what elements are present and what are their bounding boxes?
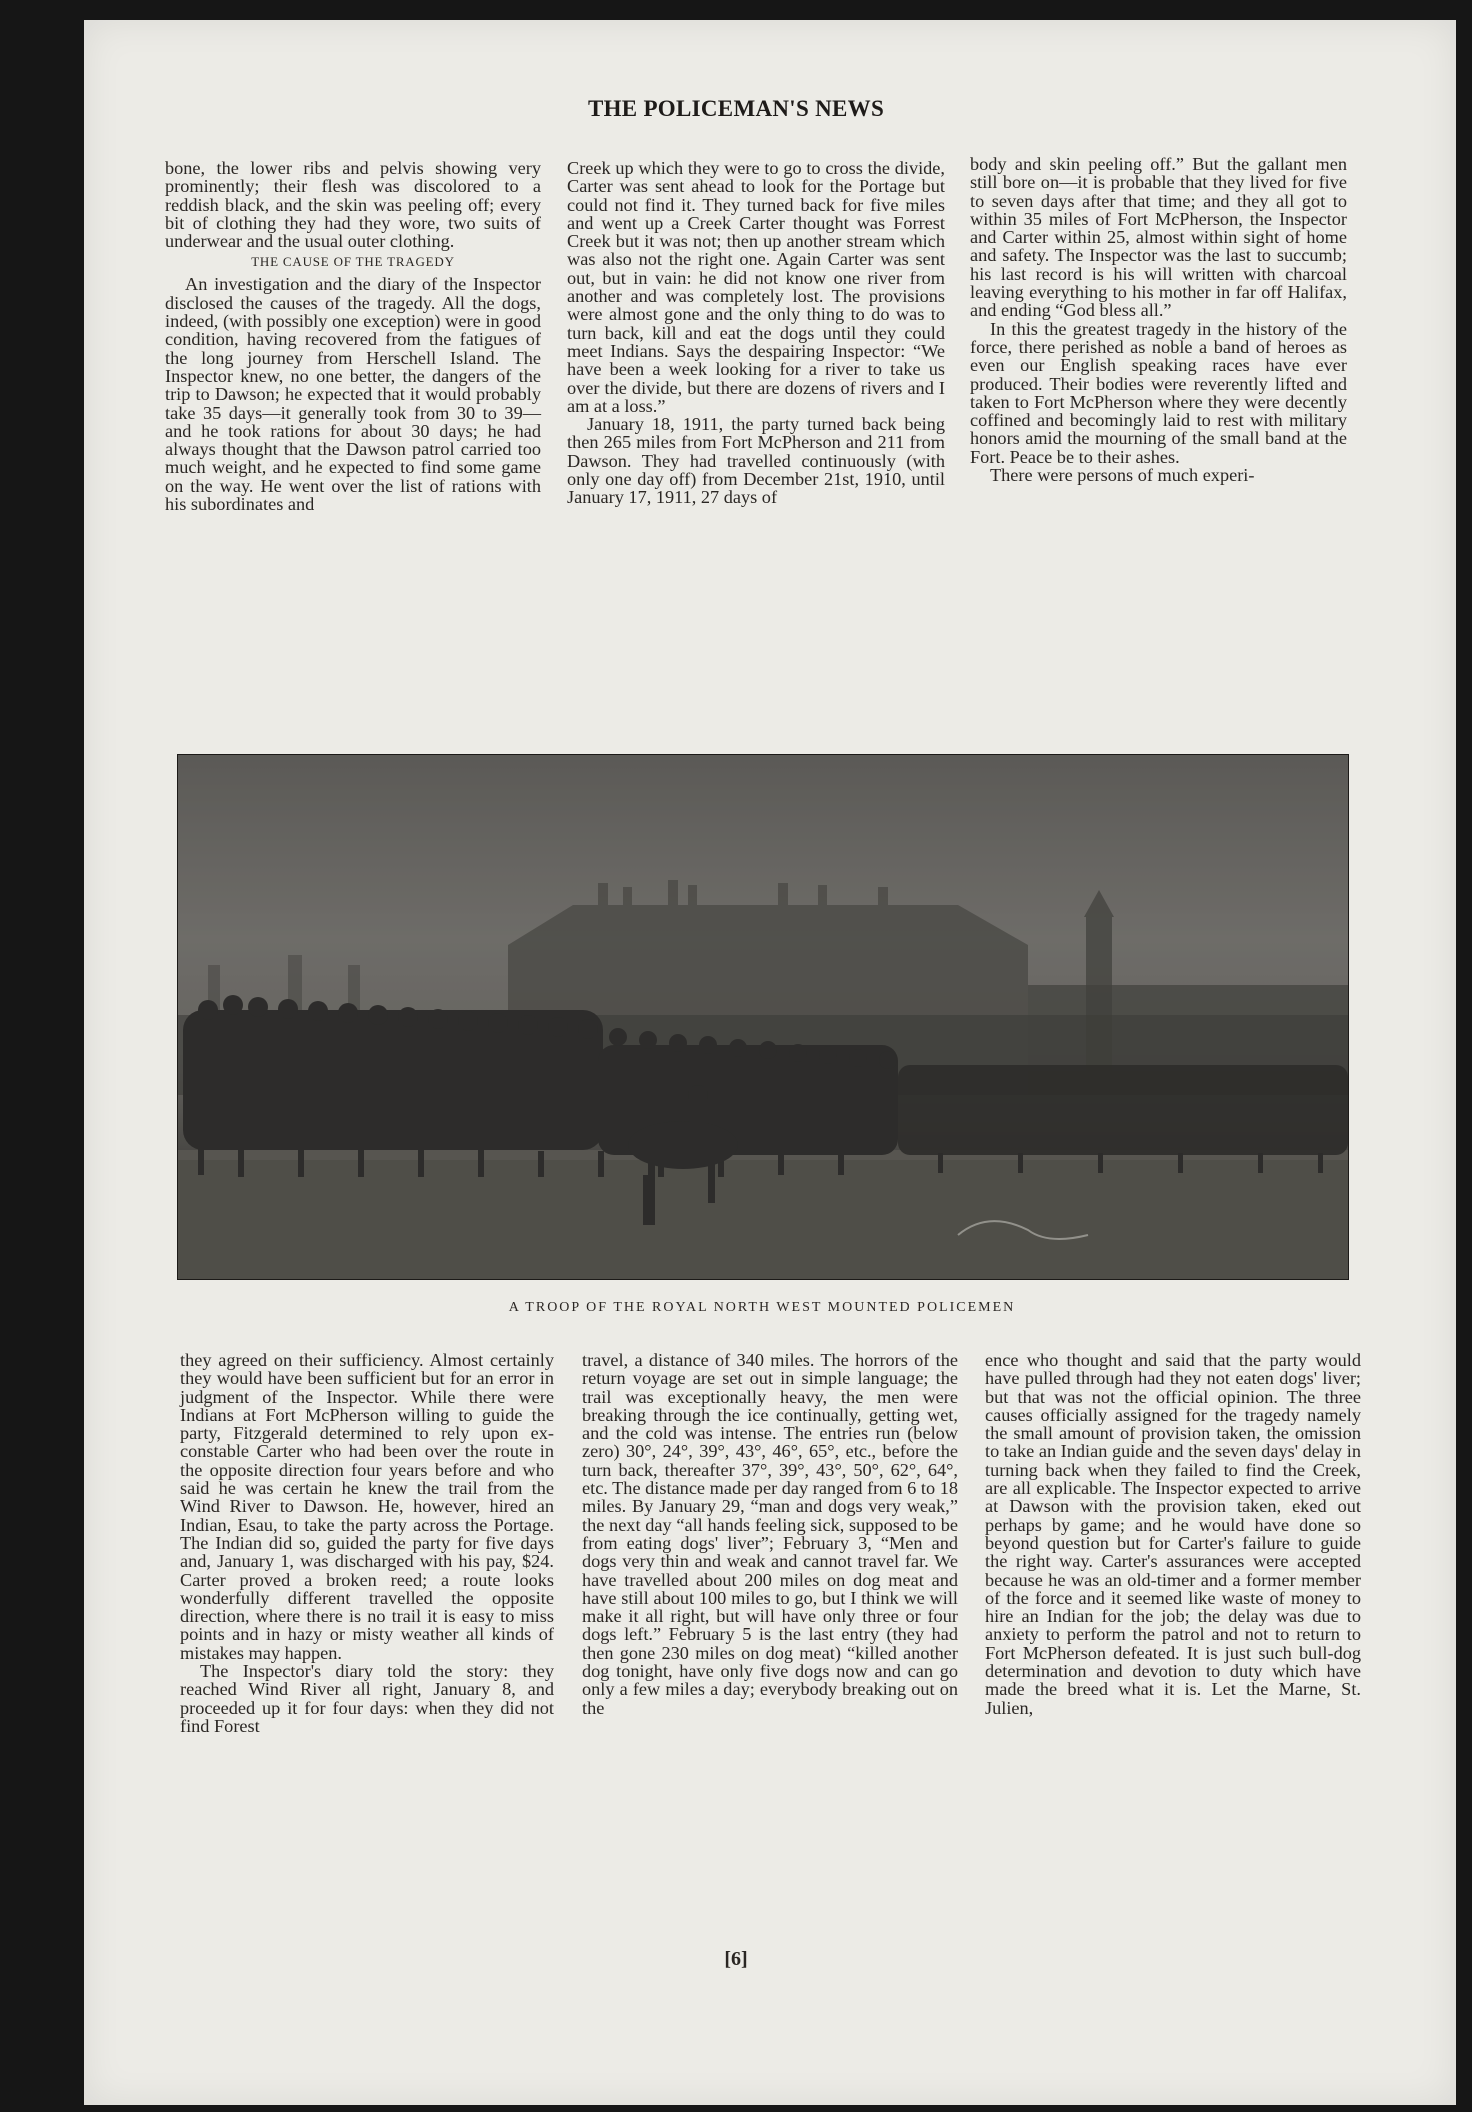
section-subheading: THE CAUSE OF THE TRAGEDY (251, 254, 455, 270)
paragraph: body and skin peeling off.” But the gallant men still bore on—it is probable that they lived for five to seven days after that time; and they all got to within 35 miles of Fort McPherson, the Inspector and Carter within 25, almost within sight of home and safety. The Inspector was the last to succumb; his last record is his will written with charcoal leaving everything to his mother in far off Halifax, and ending “God bless all.” (970, 154, 1347, 321)
paragraph: bone, the lower ribs and pelvis showing very prominently; their flesh was discolored to a reddish black, and the skin was peeling off; every bit of clothing they had they wore, two suits of underwear and the usual outer clothing. (165, 158, 541, 252)
article-column-3 (970, 155, 1347, 484)
troop-photograph (177, 754, 1349, 1280)
photo-caption: A TROOP OF THE ROYAL NORTH WEST MOUNTED POLICEMEN (508, 1300, 1016, 1315)
paragraph: In this the greatest tragedy in the history of the force, there perished as noble a band of heroes as even our English speaking races have ever produced. Their bodies were reverently lifted and taken to Fort McPherson where they were decently coffined and becomingly laid to rest with military honors amid the mourning of the small band at the Fort. Peace be to their ashes. (970, 318, 1347, 467)
paragraph: January 18, 1911, the party turned back being then 265 miles from Fort McPherson and 211 from Dawson. They had travelled continuously (with only one day off) from December 21st, 1910, until January 17, 1911, 27 days of (567, 414, 945, 508)
page-header: THE POLICEMAN'S NEWS (587, 96, 885, 121)
article-column-6 (985, 1351, 1361, 1717)
paragraph: An investigation and the diary of the Inspector disclosed the causes of the tragedy. All the dogs, indeed, (with possibly one exception) were in good condition, having recovered from the fatigues of the long journey from Herschell Island. The Inspector knew, no one better, the dangers of the trip to Dawson; he expected that it would probably take 35 days—it generally took from 30 to 39—and he took rations for about 30 days; he had always thought that the Dawson patrol carried too much weight, and he expected to find some game on the way. He went over the list of rations with his subordinates and (165, 274, 541, 515)
article-column-2 (567, 159, 945, 507)
paragraph: There were persons of much experi- (990, 465, 1255, 486)
article-column-5 (582, 1351, 958, 1717)
paragraph: The Inspector's diary told the story: they reached Wind River all right, January 8, and proceeded up it for four days: when they did not find Forest (180, 1661, 554, 1736)
photo-scene (178, 755, 1348, 1279)
paragraph: Creek up which they were to go to cross the divide, Carter was sent ahead to look for the Portage but could not find it. They turned back for five miles and went up a Creek Carter thought was Forrest Creek but it was not; then up another stream which was also not the right one. Again Carter was sent out, but in vain: he did not know one river from another and was completely lost. The provisions were almost gone and the only thing to do was to turn back, kill and eat the dogs until they could meet Indians. Says the despairing Inspector: “We have been a week looking for a river to take us over the divide, but there are dozens of rivers and I am at a loss.” (567, 158, 945, 416)
article-column-1 (165, 159, 541, 513)
paragraph: they agreed on their sufficiency. Almost certainly they would have been sufficient but for an error in judgment of the Inspector. While there were Indians at Fort McPherson willing to guide the party, Fitzgerald determined to rely upon ex-constable Carter who had been over the route in the opposite direction four years before and who said he was certain he knew the trail from the Wind River to Dawson. He, however, hired an Indian, Esau, to take the party across the Portage. The Indian did so, guided the party for five days and, January 1, was discharged with his pay, $24. Carter proved a broken reed; a route looks wonderfully different travelled the opposite direction, where there is no trail it is easy to miss points and in hazy or misty weather all kinds of mistakes may happen. (180, 1350, 554, 1663)
paragraph: travel, a distance of 340 miles. The horrors of the return voyage are set out in simple language; the trail was exceptionally heavy, the men were breaking through the ice continually, getting wet, and the cold was intense. The entries run (below zero) 30°, 24°, 39°, 43°, 46°, 65°, etc., before the turn back, thereafter 37°, 39°, 43°, 50°, 62°, 64°, etc. The distance made per day ranged from 6 to 18 miles. By January 29, “man and dogs very weak,” the next day “all hands feeling sick, supposed to be from eating dogs' liver”; February 3, “Men and dogs very thin and weak and cannot travel far. We have travelled about 200 miles on dog meat and have still about 100 miles to go, but I think we will make it all right, but will have only three or four dogs left.” February 5 is the last entry (they had then gone 230 miles on dog meat) “killed another dog tonight, have only five dogs now and can go only a few miles a day; everybody breaking out on the (582, 1350, 958, 1718)
page-number: [6] (724, 1948, 748, 1970)
paragraph: ence who thought and said that the party would have pulled through had they not eaten dogs' liver; but that was not the official opinion. The three causes officially assigned for the tragedy namely the small amount of provision taken, the omission to take an Indian guide and the seven days' delay in turning back when they failed to find the Creek, are all explicable. The Inspector expected to arrive at Dawson with the provision taken, eked out perhaps by game; and he would have done so beyond question but for Carter's failure to guide the right way. Carter's assurances were accepted because he was an old-timer and a former member of the force and it seemed like waste of money to hire an Indian for the job; the delay was due to anxiety to perform the patrol and not to return to Fort McPherson defeated. It is just such bull-dog determination and devotion to duty which have made the breed what it is. Let the Marne, St. Julien, (985, 1350, 1361, 1718)
article-column-4 (180, 1351, 554, 1735)
